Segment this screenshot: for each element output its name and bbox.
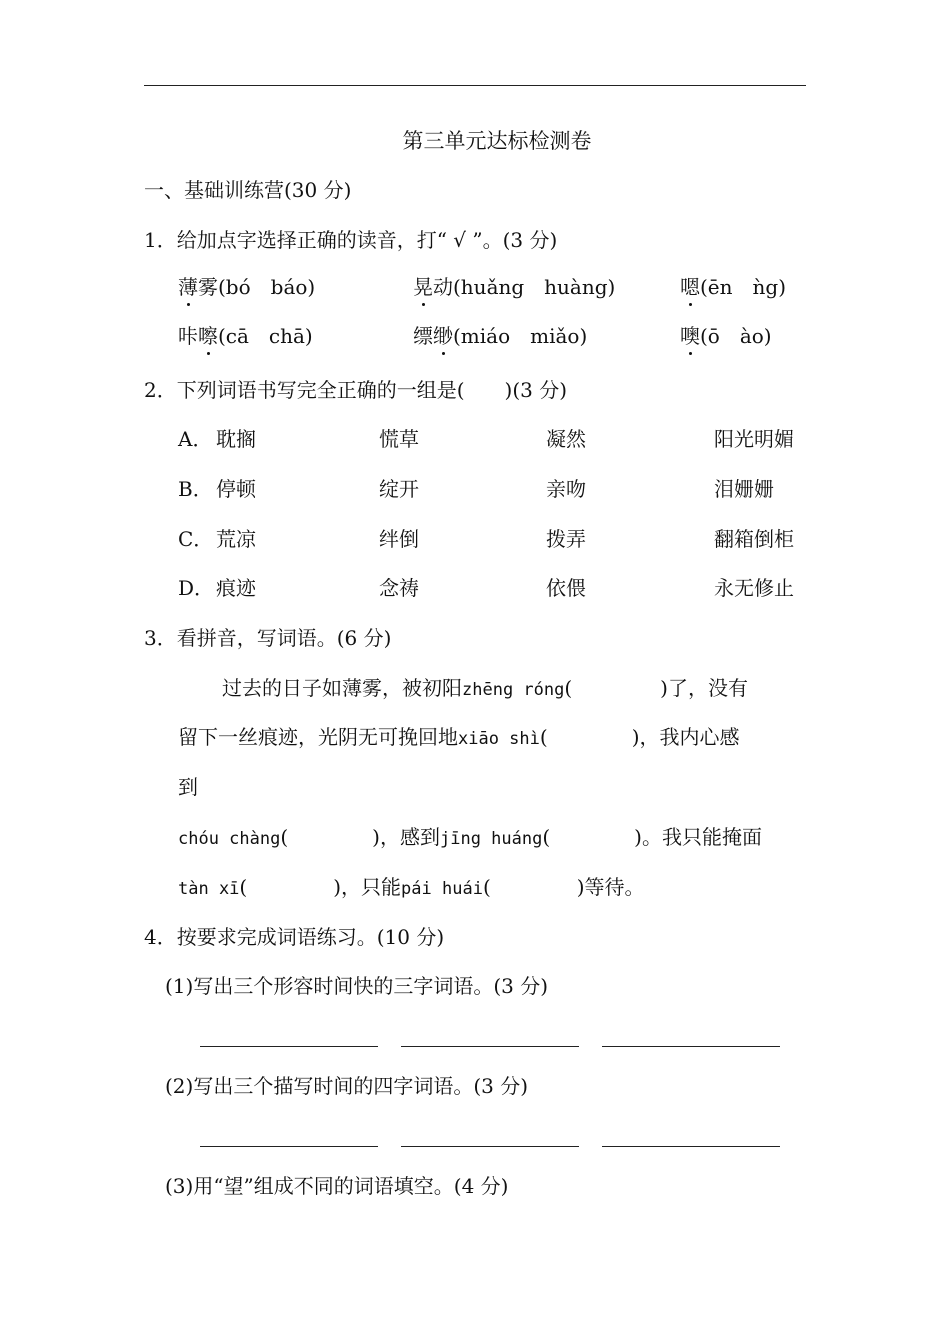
q2-option-d-word-4: 永无修止 [714, 576, 794, 600]
q1-item-options: (bó báo) [218, 275, 316, 299]
q2-option-d-letter: D． [178, 576, 215, 600]
q3-pinyin: zhēng róng [462, 680, 565, 700]
q1-stem: 1．给加点字选择正确的读音，打“ √ ”。(3 分) [144, 228, 558, 252]
q3-pinyin: tàn xī [178, 879, 240, 899]
q2-option-d-word-3: 依偎 [546, 576, 586, 600]
q2-option-a-word-2: 慌草 [379, 427, 419, 451]
q4-stem: 4．按要求完成词语练习。(10 分) [144, 925, 445, 949]
q2-option-b-letter: B． [178, 477, 213, 501]
q3-line-5 [178, 874, 645, 902]
q4-sub-3: (3)用“望”组成不同的词语填空。(4 分) [165, 1174, 509, 1198]
q2-option-a-letter: A． [178, 427, 213, 451]
q2-option-b-word-3: 亲吻 [546, 477, 586, 501]
page-title: 第三单元达标检测卷 [402, 129, 592, 153]
q3-paren-open: ( [482, 875, 491, 899]
q2-option-c-letter: C． [178, 527, 214, 551]
answer-line[interactable] [401, 1046, 579, 1047]
section-heading: 一、基础训练营(30 分) [144, 178, 352, 202]
q1-item-3 [680, 274, 786, 300]
answer-line[interactable] [200, 1146, 378, 1147]
answer-line[interactable] [602, 1146, 780, 1147]
q3-pinyin: pái huái [401, 879, 483, 899]
q3-paren-close: )了，没有 [660, 676, 748, 700]
q1-item-options: (miáo miǎo) [453, 324, 588, 348]
q2-stem: 2．下列词语书写完全正确的一组是( )(3 分) [144, 378, 568, 402]
q3-pinyin: xiāo shì [458, 729, 540, 749]
q2-option-b-word-1: 停顿 [216, 477, 256, 501]
header-rule [144, 85, 806, 86]
q3-stem: 3．看拼音，写词语。(6 分) [144, 626, 392, 650]
q3-paren-close: )。我只能掩面 [634, 825, 762, 849]
q2-option-d-word-1: 痕迹 [216, 576, 256, 600]
q2-option-a-word-4: 阳光明媚 [714, 427, 794, 451]
answer-line[interactable] [401, 1146, 579, 1147]
q3-pinyin: jīng huáng [439, 829, 543, 849]
q3-text: 过去的日子如薄雾，被初阳 [222, 676, 462, 700]
q2-option-a-word-3: 凝然 [546, 427, 586, 451]
q1-dotted-char: 嗯 [680, 275, 700, 299]
q1-item-2 [413, 274, 615, 300]
q3-connector: )，只能 [333, 875, 402, 899]
q2-option-a-word-1: 耽搁 [216, 427, 256, 451]
q1-item-pre: 咔 [178, 324, 198, 348]
q1-dotted-char: 噢 [680, 324, 700, 348]
q2-option-c-word-3: 拨弄 [546, 527, 586, 551]
q2-option-c-word-4: 翻箱倒柜 [714, 527, 794, 551]
q4-sub-1: (1)写出三个形容时间快的三字词语。(3 分) [165, 974, 549, 998]
q1-item-4 [178, 323, 313, 349]
q1-item-options: (cā chā) [218, 324, 313, 348]
q2-option-b-word-4: 泪姗姗 [714, 477, 774, 501]
q1-item-options: (huǎng huàng) [453, 275, 616, 299]
q1-dotted-char: 缈 [433, 324, 453, 348]
q1-item-6 [680, 323, 772, 349]
q3-paren-open: ( [542, 825, 551, 849]
q3-line-1 [222, 675, 748, 703]
q3-line-3: 到 [178, 775, 198, 799]
q2-option-d-word-2: 念祷 [379, 576, 419, 600]
answer-line[interactable] [602, 1046, 780, 1047]
q1-item-post: 动 [433, 275, 453, 299]
q1-dotted-char: 薄 [178, 275, 198, 299]
q2-option-c-word-1: 荒凉 [216, 527, 256, 551]
q1-dotted-char: 晃 [413, 275, 433, 299]
q3-line-2 [178, 724, 740, 752]
q3-pinyin: chóu chàng [178, 829, 281, 849]
q1-item-post: 雾 [198, 275, 218, 299]
q1-item-pre: 缥 [413, 324, 433, 348]
q1-item-1 [178, 274, 315, 300]
q1-item-5 [413, 323, 587, 349]
q1-item-options: (ēn ǹg) [700, 275, 787, 299]
q2-option-c-word-2: 绊倒 [379, 527, 419, 551]
q3-paren-close: )，我内心感 [631, 725, 740, 749]
q3-paren-open: ( [539, 725, 548, 749]
q3-paren-open: ( [280, 825, 289, 849]
q3-connector: )，感到 [372, 825, 440, 849]
q1-item-options: (ō ào) [700, 324, 772, 348]
q3-paren-open: ( [239, 875, 248, 899]
q4-sub-2: (2)写出三个描写时间的四字词语。(3 分) [165, 1074, 529, 1098]
q2-option-b-word-2: 绽开 [379, 477, 419, 501]
q3-line-4 [178, 824, 762, 852]
answer-line[interactable] [200, 1046, 378, 1047]
q3-paren-close: )等待。 [576, 875, 645, 899]
q3-paren-open: ( [564, 676, 573, 700]
q3-text: 留下一丝痕迹，光阴无可挽回地 [178, 725, 458, 749]
q1-dotted-char: 嚓 [198, 324, 218, 348]
